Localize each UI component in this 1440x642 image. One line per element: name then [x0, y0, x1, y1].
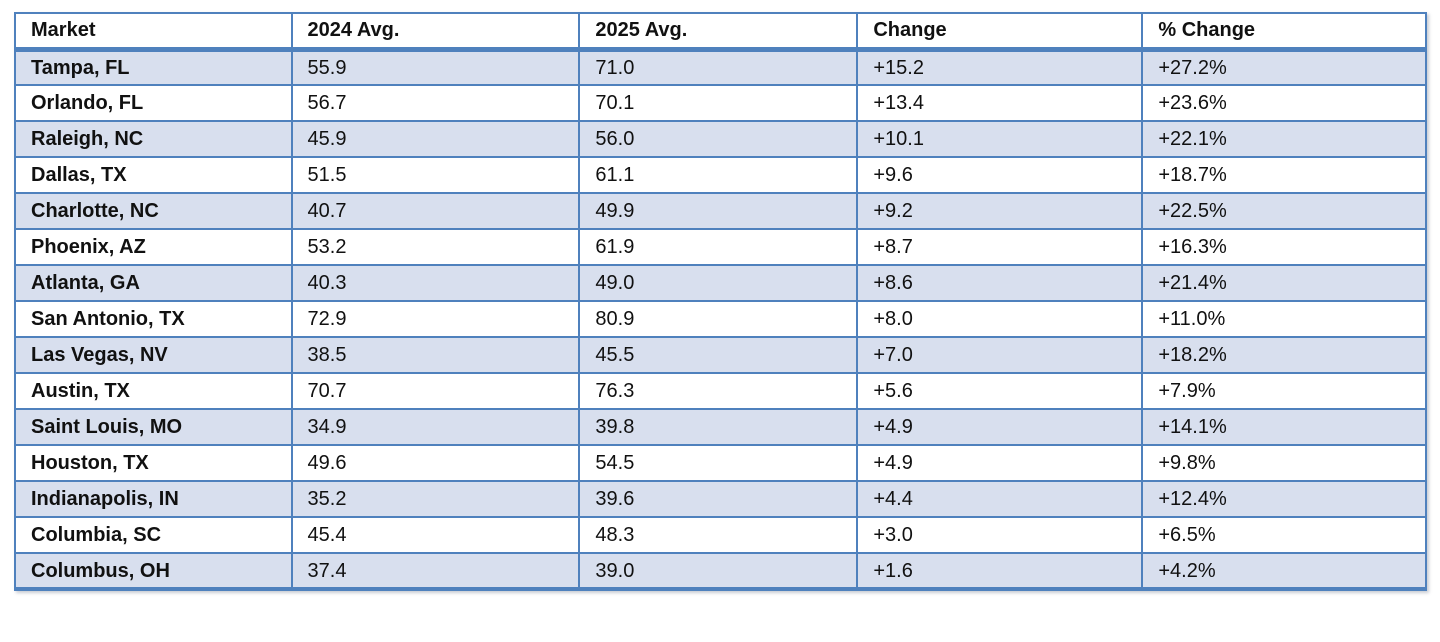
column-header-2025-avg: 2025 Avg. [579, 13, 857, 49]
pct-change-cell: +22.5% [1142, 193, 1426, 229]
table-row [15, 445, 1426, 481]
pct-change-cell: +16.3% [1142, 229, 1426, 265]
market-cell: Atlanta, GA [15, 265, 292, 301]
avg-2024-cell: 40.7 [292, 193, 580, 229]
market-table-container [14, 12, 1427, 591]
avg-2024-cell: 72.9 [292, 301, 580, 337]
table-row [15, 553, 1426, 589]
change-cell: +9.2 [857, 193, 1142, 229]
avg-2025-cell: 39.8 [579, 409, 857, 445]
avg-2025-cell: 54.5 [579, 445, 857, 481]
table-row [15, 265, 1426, 301]
avg-2025-cell: 61.1 [579, 157, 857, 193]
table-header [15, 13, 1426, 49]
avg-2024-cell: 35.2 [292, 481, 580, 517]
avg-2024-cell: 34.9 [292, 409, 580, 445]
avg-2024-cell: 51.5 [292, 157, 580, 193]
avg-2024-cell: 55.9 [292, 49, 580, 85]
avg-2024-cell: 49.6 [292, 445, 580, 481]
table-row [15, 157, 1426, 193]
table-row [15, 121, 1426, 157]
market-cell: Tampa, FL [15, 49, 292, 85]
market-cell: Raleigh, NC [15, 121, 292, 157]
pct-change-cell: +21.4% [1142, 265, 1426, 301]
column-header-pct-change: % Change [1142, 13, 1426, 49]
change-cell: +4.9 [857, 409, 1142, 445]
table-row [15, 229, 1426, 265]
avg-2025-cell: 80.9 [579, 301, 857, 337]
avg-2025-cell: 56.0 [579, 121, 857, 157]
avg-2025-cell: 71.0 [579, 49, 857, 85]
column-header-change: Change [857, 13, 1142, 49]
header-row [15, 13, 1426, 49]
pct-change-cell: +9.8% [1142, 445, 1426, 481]
table-row [15, 85, 1426, 121]
table-row [15, 337, 1426, 373]
avg-2025-cell: 49.9 [579, 193, 857, 229]
pct-change-cell: +22.1% [1142, 121, 1426, 157]
avg-2024-cell: 53.2 [292, 229, 580, 265]
change-cell: +4.9 [857, 445, 1142, 481]
avg-2024-cell: 37.4 [292, 553, 580, 589]
pct-change-cell: +6.5% [1142, 517, 1426, 553]
change-cell: +8.0 [857, 301, 1142, 337]
avg-2025-cell: 61.9 [579, 229, 857, 265]
market-cell: Columbia, SC [15, 517, 292, 553]
pct-change-cell: +12.4% [1142, 481, 1426, 517]
change-cell: +10.1 [857, 121, 1142, 157]
market-cell: Columbus, OH [15, 553, 292, 589]
market-cell: Orlando, FL [15, 85, 292, 121]
column-header-market: Market [15, 13, 292, 49]
market-cell: Dallas, TX [15, 157, 292, 193]
table-row [15, 409, 1426, 445]
change-cell: +1.6 [857, 553, 1142, 589]
pct-change-cell: +4.2% [1142, 553, 1426, 589]
market-cell: Houston, TX [15, 445, 292, 481]
change-cell: +9.6 [857, 157, 1142, 193]
avg-2025-cell: 49.0 [579, 265, 857, 301]
market-cell: Saint Louis, MO [15, 409, 292, 445]
pct-change-cell: +27.2% [1142, 49, 1426, 85]
market-cell: Las Vegas, NV [15, 337, 292, 373]
table-row [15, 301, 1426, 337]
change-cell: +15.2 [857, 49, 1142, 85]
market-cell: San Antonio, TX [15, 301, 292, 337]
avg-2025-cell: 39.6 [579, 481, 857, 517]
avg-2025-cell: 39.0 [579, 553, 857, 589]
pct-change-cell: +11.0% [1142, 301, 1426, 337]
change-cell: +8.7 [857, 229, 1142, 265]
avg-2024-cell: 38.5 [292, 337, 580, 373]
market-cell: Austin, TX [15, 373, 292, 409]
market-cell: Charlotte, NC [15, 193, 292, 229]
table-row [15, 517, 1426, 553]
table-row [15, 49, 1426, 85]
column-header-2024-avg: 2024 Avg. [292, 13, 580, 49]
pct-change-cell: +23.6% [1142, 85, 1426, 121]
table-row [15, 193, 1426, 229]
pct-change-cell: +18.7% [1142, 157, 1426, 193]
avg-2024-cell: 40.3 [292, 265, 580, 301]
market-comparison-table [14, 12, 1427, 591]
market-cell: Phoenix, AZ [15, 229, 292, 265]
avg-2025-cell: 70.1 [579, 85, 857, 121]
table-row [15, 373, 1426, 409]
change-cell: +3.0 [857, 517, 1142, 553]
change-cell: +8.6 [857, 265, 1142, 301]
pct-change-cell: +14.1% [1142, 409, 1426, 445]
avg-2024-cell: 45.9 [292, 121, 580, 157]
change-cell: +7.0 [857, 337, 1142, 373]
market-cell: Indianapolis, IN [15, 481, 292, 517]
avg-2024-cell: 70.7 [292, 373, 580, 409]
pct-change-cell: +7.9% [1142, 373, 1426, 409]
table-row [15, 481, 1426, 517]
avg-2024-cell: 56.7 [292, 85, 580, 121]
change-cell: +4.4 [857, 481, 1142, 517]
change-cell: +13.4 [857, 85, 1142, 121]
change-cell: +5.6 [857, 373, 1142, 409]
avg-2025-cell: 45.5 [579, 337, 857, 373]
pct-change-cell: +18.2% [1142, 337, 1426, 373]
avg-2025-cell: 76.3 [579, 373, 857, 409]
avg-2025-cell: 48.3 [579, 517, 857, 553]
table-body [15, 49, 1426, 589]
avg-2024-cell: 45.4 [292, 517, 580, 553]
